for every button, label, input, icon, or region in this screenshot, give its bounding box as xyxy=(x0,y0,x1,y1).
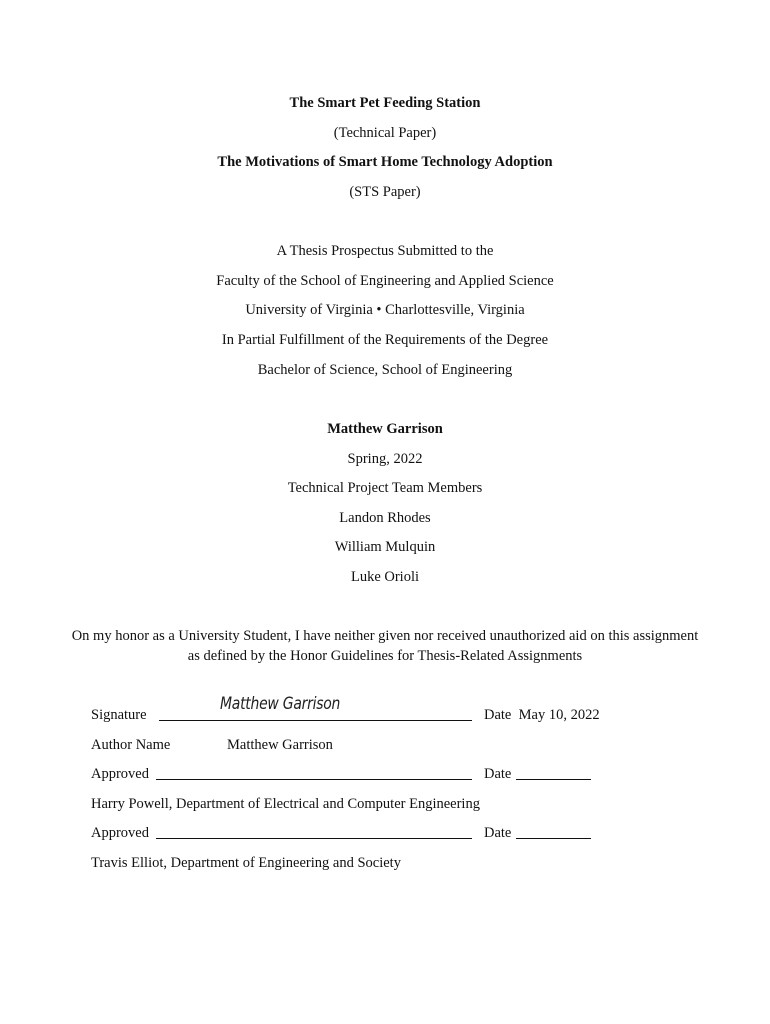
author-name-heading: Matthew Garrison xyxy=(327,421,443,437)
signature-line xyxy=(159,720,472,721)
approver-name: Travis Elliot, Department of Engineering and Society xyxy=(91,855,401,871)
team-member: Landon Rhodes xyxy=(339,510,431,526)
approval-date-label: Date xyxy=(484,825,512,841)
submission-line-4: In Partial Fulfillment of the Requirements of the Degree xyxy=(221,332,549,348)
submission-line-1: A Thesis Prospectus Submitted to the xyxy=(276,243,494,259)
approval-date-line xyxy=(516,838,591,839)
approval-date-label: Date xyxy=(484,766,512,782)
signature-label: Signature xyxy=(91,707,147,723)
sts-paper-title: The Motivations of Smart Home Technology Adoption xyxy=(217,154,553,170)
approved-label: Approved xyxy=(91,766,149,782)
approved-label: Approved xyxy=(91,825,149,841)
technical-paper-label: (Technical Paper) xyxy=(333,125,437,141)
handwritten-signature: Matthew Garrison xyxy=(220,694,341,714)
author-name-label: Author Name xyxy=(91,737,171,753)
submission-line-3: University of Virginia • Charlottesville, Virginia xyxy=(245,302,525,318)
technical-paper-title: The Smart Pet Feeding Station xyxy=(289,95,481,111)
signature-date xyxy=(484,706,600,724)
approval-signature-line xyxy=(156,838,472,839)
team-member: William Mulquin xyxy=(334,539,436,555)
date-label: Date xyxy=(484,707,512,723)
submission-line-2: Faculty of the School of Engineering and Applied Science xyxy=(216,273,554,289)
honor-pledge: On my honor as a University Student, I have neither given nor received unauthorized aid on this assignment as defined by the Honor Guidelines for Thesis-Related Assignments xyxy=(71,628,699,664)
approval-signature-line xyxy=(156,779,472,780)
team-member: Luke Orioli xyxy=(350,569,420,585)
term: Spring, 2022 xyxy=(347,451,423,467)
submission-line-5: Bachelor of Science, School of Engineering xyxy=(257,362,513,378)
author-name-value: Matthew Garrison xyxy=(227,737,333,753)
approval-date-line xyxy=(516,779,591,780)
team-heading: Technical Project Team Members xyxy=(287,480,483,496)
approver-name: Harry Powell, Department of Electrical and Computer Engineering xyxy=(91,796,480,812)
sts-paper-label: (STS Paper) xyxy=(349,184,421,200)
date-value: May 10, 2022 xyxy=(518,707,600,723)
